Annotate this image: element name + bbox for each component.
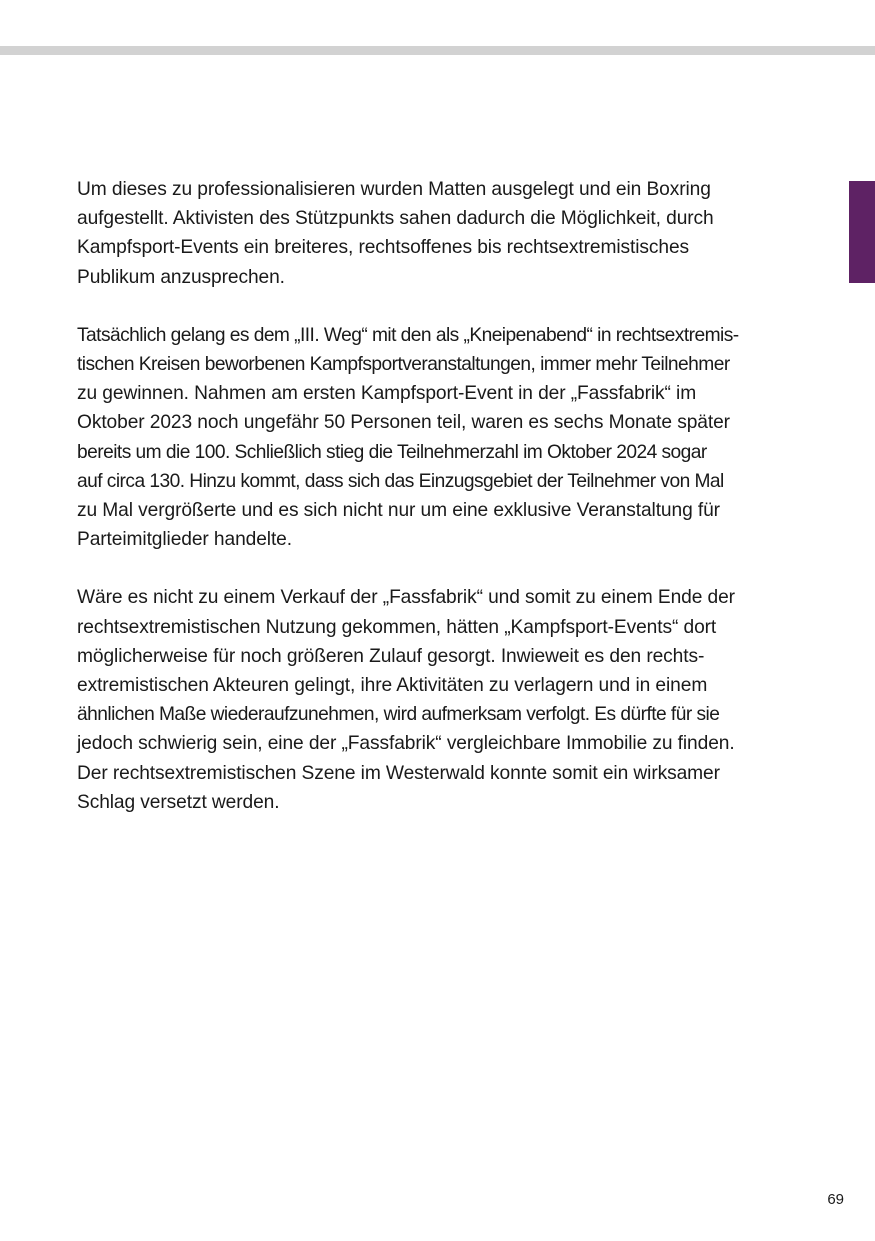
text-line: tischen Kreisen beworbenen Kampfsportveranstaltungen, immer mehr Teilnehmer [77, 354, 730, 376]
paragraph-2 [77, 321, 802, 555]
text-line: Wäre es nicht zu einem Verkauf der „Fassfabrik“ und somit zu einem Ende der [77, 587, 735, 609]
text-line: Kampfsport-Events ein breiteres, rechtsoffenes bis rechtsextremistisches [77, 237, 690, 259]
text-line: auf circa 130. Hinzu kommt, dass sich das Einzugsgebiet der Teilnehmer von Mal [77, 470, 724, 492]
paragraph-1 [77, 175, 802, 292]
body-text [77, 175, 802, 846]
text-line: aufgestellt. Aktivisten des Stützpunkts sahen dadurch die Möglichkeit, durch [77, 208, 714, 230]
text-line: extremistischen Akteuren gelingt, ihre Aktivitäten zu verlagern und in einem [77, 675, 708, 697]
text-line: bereits um die 100. Schließlich stieg die Teilnehmerzahl im Oktober 2024 sogar [77, 441, 707, 463]
text-line: ähnlichen Maße wiederaufzunehmen, wird aufmerksam verfolgt. Es dürfte für sie [77, 704, 720, 726]
text-line: Der rechtsextremistischen Szene im Westerwald konnte somit ein wirksamer [77, 762, 720, 784]
text-line: zu Mal vergrößerte und es sich nicht nur um eine exklusive Veranstaltung für [77, 500, 720, 522]
text-line: zu gewinnen. Nahmen am ersten Kampfsport-Event in der „Fassfabrik“ im [77, 383, 697, 405]
page-number: 69 [827, 1191, 844, 1208]
text-line: Parteimitglieder handelte. [77, 529, 292, 551]
text-line: Schlag versetzt werden. [77, 791, 280, 813]
text-line: jedoch schwierig sein, eine der „Fassfabrik“ vergleichbare Immobilie zu finden. [77, 733, 735, 755]
text-line: Um dieses zu professionalisieren wurden Matten ausgelegt und ein Boxring [77, 179, 711, 200]
text-line: rechtsextremistischen Nutzung gekommen, hätten „Kampfsport-Events“ dort [77, 616, 717, 638]
paragraph-3 [77, 583, 802, 817]
text-line: Oktober 2023 noch ungefähr 50 Personen teil, waren es sechs Monate später [77, 412, 730, 434]
top-rule [0, 46, 875, 55]
text-line: Publikum anzusprechen. [77, 266, 285, 288]
text-line: Tatsächlich gelang es dem „III. Weg“ mit den als „Kneipenabend“ in rechtsextremis- [77, 324, 739, 346]
chapter-tab-marker [849, 181, 875, 283]
text-line: möglicherweise für noch größeren Zulauf gesorgt. Inwieweit es den rechts- [77, 645, 705, 667]
